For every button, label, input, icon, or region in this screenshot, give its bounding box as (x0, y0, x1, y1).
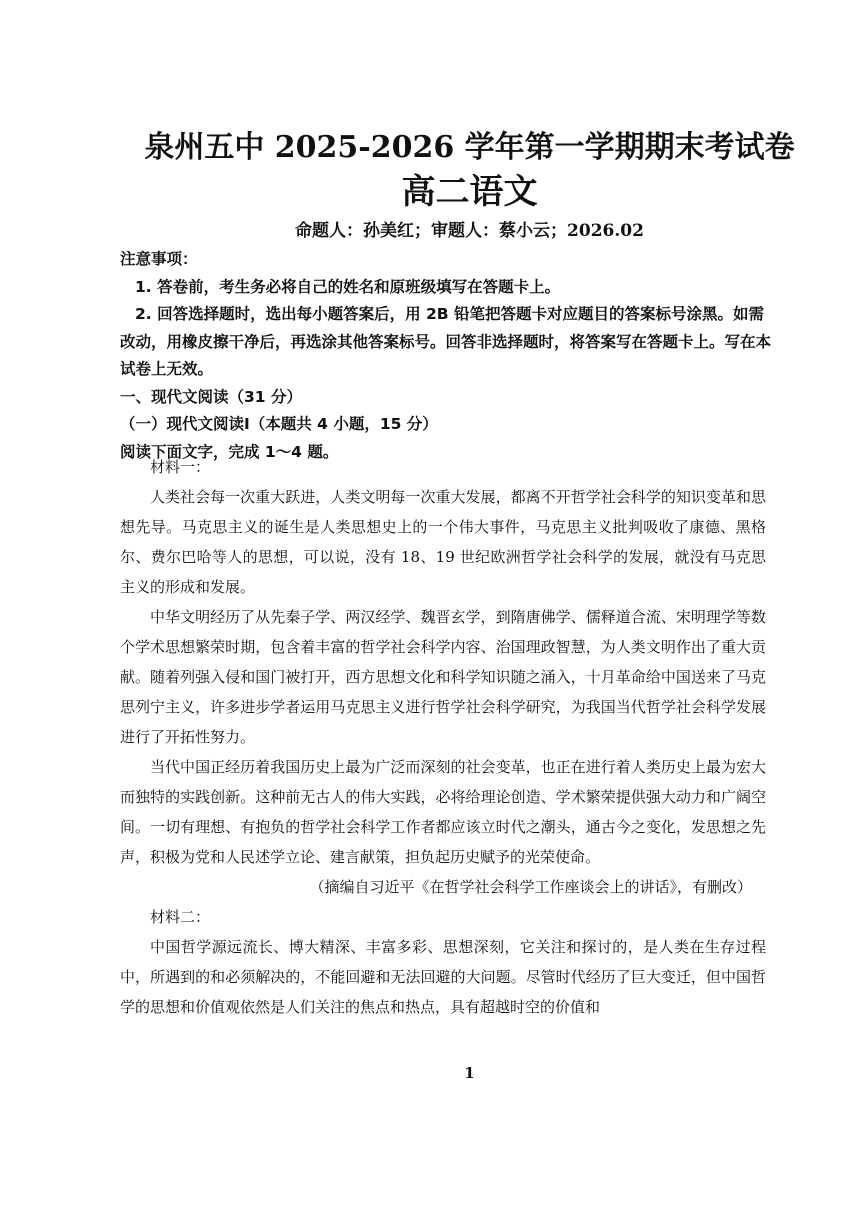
material2-label: 材料二： (150, 908, 211, 926)
material1-paragraph-2: 中华文明经历了从先秦子学、两汉经学、魏晋玄学，到隋唐佛学、儒释道合流、宋明理学等数个学术思想繁荣时期，包含着丰富的哲学社会科学内容、治国理政智慧，为人类文明作出了重大贡献。随着列强入侵和国门被打开，西方思想文化和科学知识随之涌入，十月革命给中国送来了马克思列宁主义，许多进步学者运用马克思主义进行哲学社会科学研究，为我国当代哲学社会科学发展进行了开拓性努力。 (120, 608, 766, 746)
reading-instruction: 阅读下面文字，完成 1～4 题。 (120, 442, 339, 461)
material1-label: 材料一： (150, 458, 211, 476)
notes-block (120, 246, 772, 466)
page-number: 1 (464, 1064, 475, 1082)
notes-item-2: 2. 回答选择题时，选出每小题答案后，用 2B 铅笔把答题卡对应题目的答案标号涂黑。如需改动，用橡皮擦干净后，再选涂其他答案标号。回答非选择题时，将答案写在答题卡上。写在本试卷上无效。 (120, 305, 772, 378)
exam-title: 泉州五中 2025-2026 学年第一学期期末考试卷 (144, 130, 795, 165)
section-heading-part1: 一、现代文阅读（31 分） (120, 387, 302, 406)
notes-item-1: 1. 答卷前，考生务必将自己的姓名和原班级填写在答题卡上。 (135, 277, 561, 296)
notes-heading: 注意事项： (120, 250, 198, 268)
section-heading-part1-sub1: （一）现代文阅读Ⅰ（本题共 4 小题，15 分） (120, 415, 438, 433)
material1-paragraph-3: 当代中国正经历着我国历史上最为广泛而深刻的社会变革，也正在进行着人类历史上最为宏大而独特的实践创新。这种前无古人的伟大实践，必将给理论创造、学术繁荣提供强大动力和广阔空间。一切有理想、有抱负的哲学社会科学工作者都应该立时代之潮头，通古今之变化，发思想之先声，积极为党和人民述学立论、建言献策，担负起历史赋予的光荣使命。 (120, 758, 766, 866)
reading-passage (120, 452, 766, 1022)
material2-paragraph-1: 中国哲学源远流长、博大精深、丰富多彩、思想深刻，它关注和探讨的，是人类在生存过程中，所遇到的和必须解决的，不能回避和无法回避的大问题。尽管时代经历了巨大变迁，但中国哲学的思想和价值观依然是人们关注的焦点和热点，具有超越时空的价值和 (120, 938, 766, 1016)
exam-subject-title: 高二语文 (401, 172, 538, 212)
material1-citation: （摘编自习近平《在哲学社会科学工作座谈会上的讲话》，有删改） (309, 878, 752, 896)
exam-authors: 命题人：孙美红；审题人：蔡小云；2026.02 (295, 221, 644, 241)
material1-paragraph-1: 人类社会每一次重大跃进，人类文明每一次重大发展，都离不开哲学社会科学的知识变革和思想先导。马克思主义的诞生是人类思想史上的一个伟大事件，马克思主义批判吸收了康德、黑格尔、费尔巴哈等人的思想，可以说，没有 18、19 世纪欧洲哲学社会科学的发展，就没有马克思主义的形成和发展。 (120, 488, 766, 596)
